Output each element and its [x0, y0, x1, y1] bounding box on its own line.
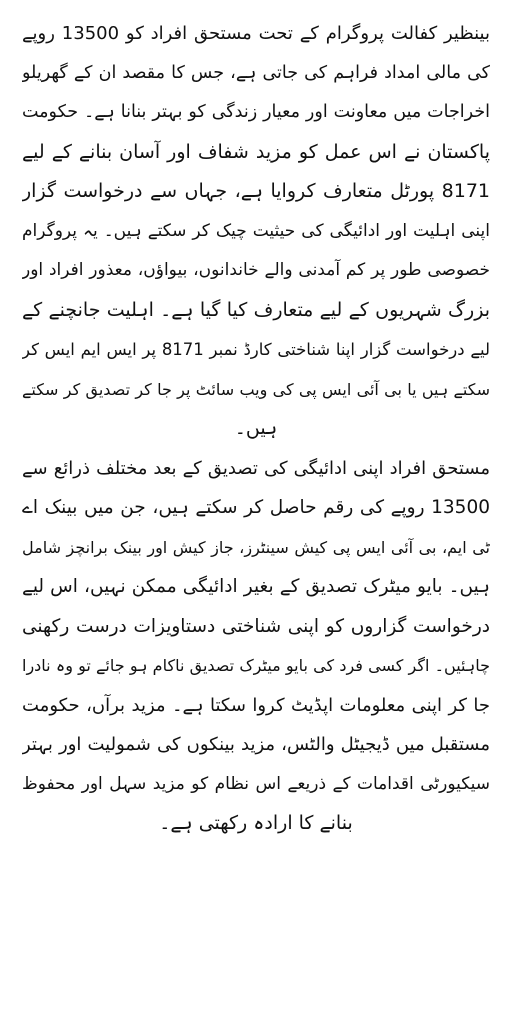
- text-line: لیے درخواست گزار اپنا شناختی کارڈ نمبر 8171 پر ایس ایم ایس کر: [22, 340, 490, 359]
- text-line: اخراجات میں معاونت اور معیار زندگی کو بہتر بنانا ہے۔ حکومت: [22, 102, 490, 122]
- paragraph-2: [22, 449, 490, 844]
- text-line: پاکستان نے اس عمل کو مزید شفاف اور آسان بنانے کے لیے: [22, 140, 490, 163]
- text-line: بنانے کا ارادہ رکھتی ہے۔: [159, 812, 353, 834]
- paragraph-1: [22, 14, 490, 449]
- text-line: 8171 پورٹل متعارف کروایا ہے، جہاں سے درخواست گزار: [22, 180, 490, 202]
- text-line: جا کر اپنی معلومات اپڈیٹ کروا سکتا ہے۔ مزید برآں، حکومت: [22, 694, 490, 716]
- text-line: مستقبل میں ڈیجیٹل والٹس، مزید بینکوں کی شمولیت اور بہتر: [22, 734, 490, 755]
- text-line: خصوصی طور پر کم آمدنی والے خاندانوں، بیواؤں، معذور افراد اور: [22, 260, 490, 280]
- text-line: کی مالی امداد فراہم کی جاتی ہے، جس کا مقصد ان کے گھریلو: [22, 62, 490, 83]
- text-line: ہیں۔: [234, 417, 278, 439]
- text-line: ہیں۔ بایو میٹرک تصدیق کے بغیر ادائیگی ممکن نہیں، اس لیے: [22, 576, 490, 597]
- text-line: چاہئیں۔ اگر کسی فرد کی بایو میٹرک تصدیق ناکام ہو جائے تو وہ نادرا: [22, 656, 490, 675]
- text-line: سکتے ہیں یا بی آئی ایس پی کی ویب سائٹ پر جا کر تصدیق کر سکتے: [22, 379, 490, 399]
- text-line: بینظیر کفالت پروگرام کے تحت مستحق افراد کو 13500 روپے: [22, 23, 490, 44]
- text-line: بزرگ شہریوں کے لیے متعارف کیا گیا ہے۔ اہلیت جانچنے کے: [22, 298, 490, 321]
- text-line: اپنی اہلیت اور ادائیگی کی حیثیت چیک کر سکتے ہیں۔ یہ پروگرام: [22, 220, 490, 241]
- text-line: ٹی ایم، بی آئی ایس پی کیش سینٹرز، جاز کیش اور بینک برانچز شامل: [22, 537, 490, 557]
- text-line: 13500 روپے کی رقم حاصل کر سکتے ہیں، جن میں بینک اے: [22, 497, 490, 518]
- text-line: درخواست گزاروں کو اپنی شناختی دستاویزات درست رکھنی: [22, 615, 490, 637]
- text-line: مستحق افراد اپنی ادائیگی کی تصدیق کے بعد مختلف ذرائع سے: [22, 457, 490, 479]
- text-line: سیکیورٹی اقدامات کے ذریعے اس نظام کو مزید سہل اور محفوظ: [22, 773, 490, 794]
